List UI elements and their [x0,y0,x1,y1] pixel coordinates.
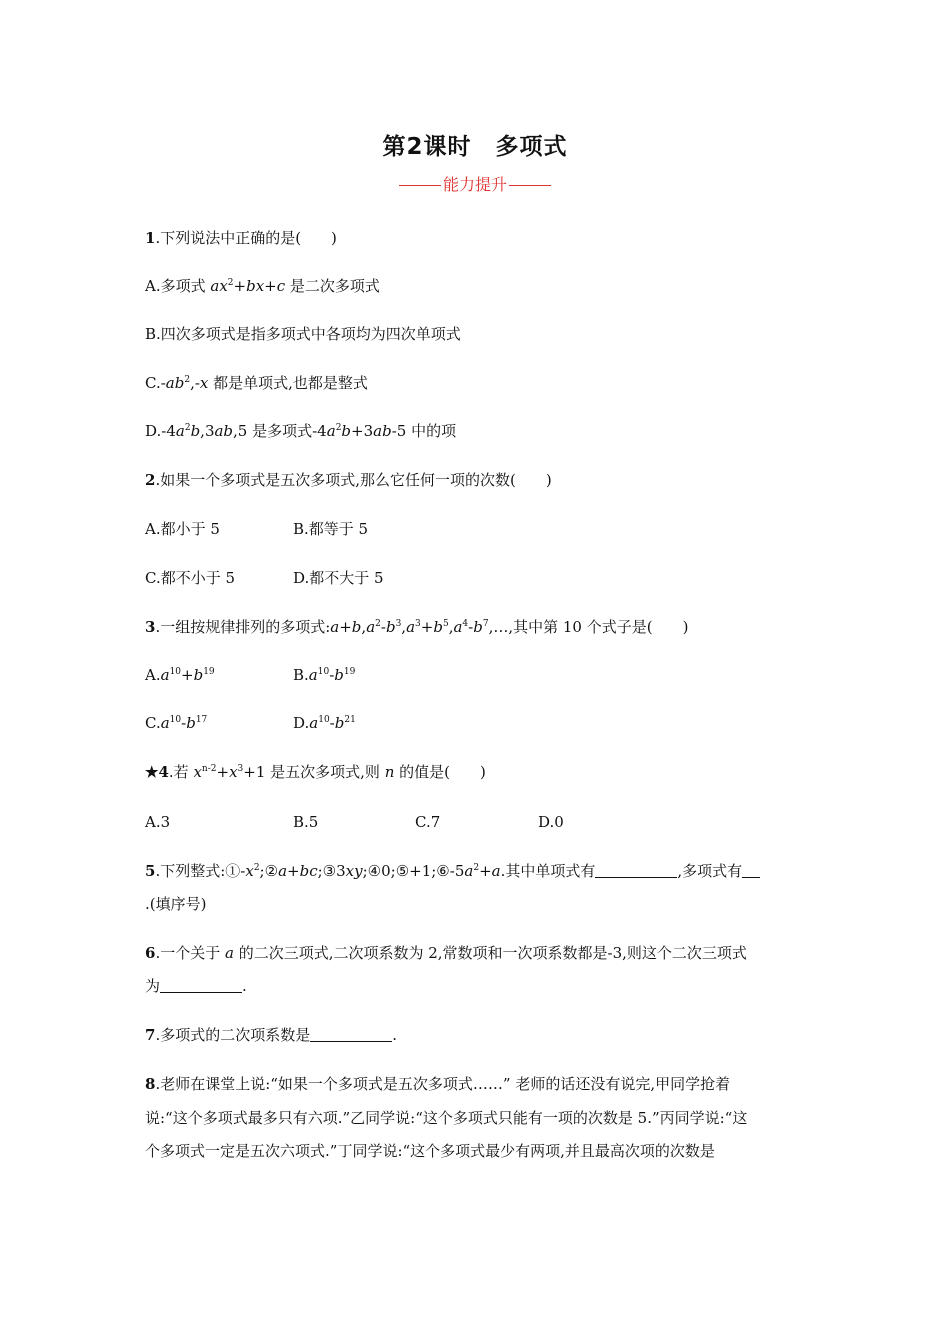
question-5-line-2: .(填序号) [145,895,207,913]
question-2-option-a: A.都小于 5 [145,520,220,538]
question-4-option-a: A.3 [145,813,171,831]
question-4-option-b: B.5 [293,813,319,831]
subtitle-rule-left [399,185,441,186]
question-8-line-2: 说:“这个多项式最多只有六项.”乙同学说:“这个多项式只能有一项的次数是 5.”丙同学说:“这 [145,1109,748,1127]
q5-polynomial-blank[interactable] [742,863,760,878]
q5-monomial-blank[interactable] [595,863,677,878]
question-3-stem: 3.一组按规律排列的多项式$:a+b,a^2-b^3,a^3+b^5,a^4-b^7,\dots$,其中第 10 个式子是( ) [145,618,689,636]
question-1-option-b: B.四次多项式是指多项式中各项均为四次单项式 [145,325,461,343]
question-2-option-c: C.都不小于 5 [145,569,236,587]
question-7: 7.多项式的二次项系数是 . [145,1026,397,1044]
question-6-line-1: 6.一个关于 a 的二次三项式,二次项系数为 2,常数项和一次项系数都是-3,则这个二次三项式 [145,944,747,962]
question-8-line-3: 个多项式一定是五次六项式.”丁同学说:“这个多项式最少有两项,并且最高次项的次数是 [145,1142,715,1160]
question-8-line-1: 8.老师在课堂上说:“如果一个多项式是五次多项式……” 老师的话还没有说完,甲同学抢着 [145,1075,731,1093]
subtitle-text: 能力提升 [442,175,507,194]
section-subtitle [0,172,950,195]
question-2-stem: 2.如果一个多项式是五次多项式,那么它任何一项的次数( ) [145,471,552,489]
question-4-option-c: C.7 [415,813,441,831]
question-6-line-2: 为 . [145,977,247,995]
question-1-option-a: A.多项式 $ax^2+bx+c$ 是二次多项式 [145,277,380,295]
question-3-option-b: $B.a^{10}-b^{19}$ [293,666,356,684]
question-1-option-c: $C.-ab^2,-x$ 都是单项式,也都是整式 [145,374,368,392]
q7-answer-blank[interactable] [310,1027,392,1042]
q6-answer-blank[interactable] [160,978,242,993]
question-1-stem: 1.下列说法中正确的是( ) [145,229,337,247]
question-3-option-d: $D.a^{10}-b^{21}$ [293,714,356,732]
page-title: 第2课时 多项式 [382,134,568,160]
question-4-stem: ★4.若 $x^{n-2}+x^3+1$ 是五次多项式,则 n 的值是( ) [145,763,486,781]
question-3-option-c: $C.a^{10}-b^{17}$ [145,714,208,732]
question-5-line-1: 5.下列整式$:①-x^2;②a+bc;③3xy;④0;⑤+1;⑥-5a^2+a$.其中单项式有 ,多项式有 [145,861,760,881]
question-2-option-d: D.都不大于 5 [293,569,384,587]
subtitle-rule-right [509,185,551,186]
question-2-option-b: B.都等于 5 [293,520,369,538]
question-4-option-d: D.0 [538,813,564,831]
question-3-option-a: $A.a^{10}+b^{19}$ [145,666,215,684]
question-1-option-d: $D.-4a^2b,3ab,5$ 是多项式$-4a^2b+3ab-5$ 中的项 [145,422,457,440]
